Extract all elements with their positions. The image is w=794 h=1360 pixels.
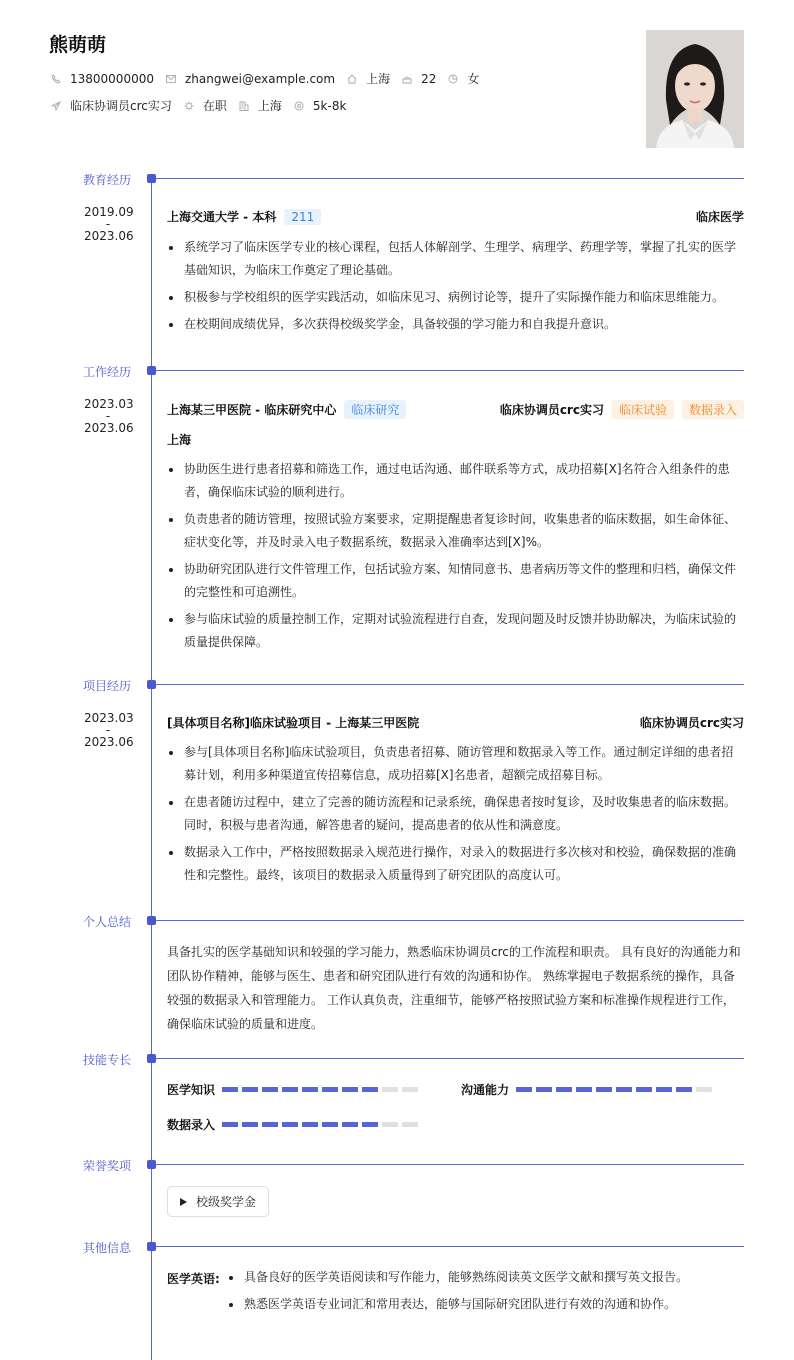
skill-segment <box>402 1087 418 1092</box>
project-end-date: 2023.06 <box>84 735 134 749</box>
skill-segment <box>556 1087 572 1092</box>
candidate-name: 熊萌萌 <box>49 34 107 56</box>
skill-segment <box>536 1087 552 1092</box>
section-title-education: 教育经历 <box>83 173 132 187</box>
section-divider <box>156 1164 744 1165</box>
skill-segment <box>576 1087 592 1092</box>
gender-icon <box>448 74 458 84</box>
section-divider <box>156 370 744 371</box>
intent-city-text: 上海 <box>257 99 282 113</box>
edu-bullets <box>167 236 744 340</box>
skill-level-bar <box>222 1122 422 1127</box>
skill-segment <box>322 1122 338 1127</box>
section-marker <box>147 174 156 183</box>
work-header <box>167 400 744 419</box>
gender-text: 女 <box>467 72 480 86</box>
skill-segment <box>402 1122 418 1127</box>
edu-header <box>167 208 744 225</box>
section-marker <box>147 1160 156 1169</box>
skill-segment <box>516 1087 532 1092</box>
skill-item <box>461 1081 716 1098</box>
other-bullets <box>227 1266 744 1320</box>
list-item: 在患者随访过程中，建立了完善的随访流程和记录系统，确保患者按时复诊，及时收集患者的临床数据。同时，积极与患者沟通，解答患者的疑问，提高患者的依从性和满意度。 <box>167 791 744 837</box>
list-item: 协助医生进行患者招募和筛选工作，通过电话沟通、邮件联系等方式，成功招募[X]名符合入组条件的患者，确保临床试验的顺利进行。 <box>167 458 744 504</box>
work-location-row <box>167 431 744 448</box>
list-item: 具备良好的医学英语阅读和写作能力，能够熟练阅读英文医学文献和撰写英文报告。 <box>227 1266 744 1289</box>
list-item: 参与临床试验的质量控制工作，定期对试验流程进行自查，发现问题及时反馈并协助解决，为临床试验的质量提供保障。 <box>167 608 744 654</box>
mail-icon <box>166 74 176 84</box>
skill-segment <box>656 1087 672 1092</box>
phone-icon <box>51 74 61 84</box>
skill-segment <box>342 1122 358 1127</box>
section-title-other: 其他信息 <box>83 1241 132 1255</box>
contact-row <box>51 70 491 87</box>
list-item: 协助研究团队进行文件管理工作，包括试验方案、知情同意书、患者病历等文件的整理和归档，确保文件的完整性和可追溯性。 <box>167 558 744 604</box>
section-divider <box>156 920 744 921</box>
status-icon <box>184 101 194 111</box>
edu-tag: 211 <box>284 209 321 225</box>
section-title-skills: 技能专长 <box>83 1053 132 1067</box>
salary-text: 5k-8k <box>312 98 347 113</box>
skill-item <box>167 1116 422 1133</box>
edu-major: 临床医学 <box>695 210 744 224</box>
skill-level-bar <box>222 1087 422 1092</box>
skill-segment <box>222 1087 238 1092</box>
skill-segment <box>696 1087 712 1092</box>
skill-segment <box>222 1122 238 1127</box>
list-item: 在校期间成绩优异，多次获得校级奖学金，具备较强的学习能力和自我提升意识。 <box>167 313 744 336</box>
section-marker <box>147 366 156 375</box>
work-company: 上海某三甲医院 - 临床研究中心 <box>167 403 337 417</box>
skill-name: 数据录入 <box>167 1118 216 1132</box>
skill-segment <box>322 1087 338 1092</box>
project-role: 临床协调员crc实习 <box>639 716 744 730</box>
skill-segment <box>342 1087 358 1092</box>
summary-text: 具备扎实的医学基础知识和较强的学习能力，熟悉临床协调员crc的工作流程和职责。 具有良好的沟通能力和团队协作精神，能够与医生、患者和研究团队进行有效的沟通和协作。 熟练掌握电子数据系统的操作，具备较强的数据录入和管理能力。 工作认真负责，注重细节，能够严格按照试验方案和标准操作规程进行工作，确保临床试验的质量和进度。 <box>167 945 741 1031</box>
section-title-honors: 荣誉奖项 <box>83 1159 132 1173</box>
skill-segment <box>596 1087 612 1092</box>
timeline-line <box>151 178 152 1360</box>
skill-item <box>167 1081 422 1098</box>
skill-segment <box>362 1122 378 1127</box>
work-role: 临床协调员crc实习 <box>499 403 604 417</box>
skill-name: 沟通能力 <box>461 1083 510 1097</box>
section-divider <box>156 1246 744 1247</box>
skill-segment <box>302 1087 318 1092</box>
age-text: 22 <box>421 71 437 86</box>
skill-segment <box>262 1122 278 1127</box>
skill-level-bar <box>516 1087 716 1092</box>
work-role-tag: 数据录入 <box>682 400 744 419</box>
phone-text: 13800000000 <box>70 71 154 86</box>
list-item: 参与[具体项目名称]临床试验项目，负责患者招募、随访管理和数据录入等工作。通过制定详细的患者招募计划，利用多种渠道宣传招募信息，成功招募[X]名患者，超额完成招募目标。 <box>167 741 744 787</box>
section-marker <box>147 680 156 689</box>
honor-label: 校级奖学金 <box>196 1195 257 1209</box>
project-bullets <box>167 741 744 891</box>
edu-date-dash: - <box>105 217 111 231</box>
salary-icon <box>294 101 304 111</box>
project-start-date: 2023.03 <box>84 711 134 725</box>
section-marker <box>147 916 156 925</box>
list-item: 负责患者的随访管理，按照试验方案要求，定期提醒患者复诊时间，收集患者的临床数据，如生命体征、症状变化等，并及时录入电子数据系统，数据录入准确率达到[X]%。 <box>167 508 744 554</box>
section-title-summary: 个人总结 <box>83 915 132 929</box>
project-name: [具体项目名称]临床试验项目 - 上海某三甲医院 <box>167 716 420 730</box>
section-marker <box>147 1054 156 1063</box>
play-triangle-icon <box>180 1198 187 1206</box>
list-item: 积极参与学校组织的医学实践活动，如临床见习、病例讨论等，提升了实际操作能力和临床思维能力。 <box>167 286 744 309</box>
email-text: zhangwei@example.com <box>184 71 336 86</box>
section-title-work: 工作经历 <box>83 365 132 379</box>
edu-start-date: 2019.09 <box>84 205 134 219</box>
age-icon <box>402 74 412 84</box>
status-text: 在职 <box>202 99 227 113</box>
section-marker <box>147 1242 156 1251</box>
skill-segment <box>242 1087 258 1092</box>
avatar-photo <box>646 30 744 148</box>
project-header <box>167 714 744 731</box>
skill-segment <box>242 1122 258 1127</box>
project-date-dash: - <box>105 723 111 737</box>
section-title-project: 项目经历 <box>83 679 132 693</box>
skill-segment <box>382 1087 398 1092</box>
list-item: 数据录入工作中，严格按照数据录入规范进行操作，对录入的数据进行多次核对和校验，确保数据的准确性和完整性。最终，该项目的数据录入质量得到了研究团队的高度认可。 <box>167 841 744 887</box>
other-label: 医学英语: <box>167 1272 220 1286</box>
list-item: 系统学习了临床医学专业的核心课程，包括人体解剖学、生理学、病理学、药理学等，掌握了扎实的医学基础知识，为临床工作奠定了理论基础。 <box>167 236 744 282</box>
honor-item[interactable] <box>167 1186 269 1217</box>
work-location: 上海 <box>167 433 192 447</box>
intent-row <box>51 97 358 114</box>
skill-segment <box>262 1087 278 1092</box>
city-text: 上海 <box>366 72 391 86</box>
work-date-dash: - <box>105 409 111 423</box>
edu-school: 上海交通大学 - 本科 <box>167 210 277 224</box>
send-icon <box>51 101 61 111</box>
skill-segment <box>382 1122 398 1127</box>
work-start-date: 2023.03 <box>84 397 134 411</box>
intent-job-text: 临床协调员crc实习 <box>70 99 172 113</box>
skill-segment <box>636 1087 652 1092</box>
section-divider <box>156 684 744 685</box>
section-divider <box>156 1058 744 1059</box>
section-divider <box>156 178 744 179</box>
building-icon <box>239 101 249 111</box>
work-tag: 临床研究 <box>344 400 406 419</box>
skill-segment <box>616 1087 632 1092</box>
skill-segment <box>282 1122 298 1127</box>
home-icon <box>347 74 357 84</box>
skill-segment <box>282 1087 298 1092</box>
list-item: 熟悉医学英语专业词汇和常用表达，能够与国际研究团队进行有效的沟通和协作。 <box>227 1293 744 1316</box>
work-end-date: 2023.06 <box>84 421 134 435</box>
work-role-tag: 临床试验 <box>612 400 674 419</box>
skill-segment <box>676 1087 692 1092</box>
work-bullets <box>167 458 744 658</box>
skill-segment <box>302 1122 318 1127</box>
skill-name: 医学知识 <box>167 1083 216 1097</box>
skill-segment <box>362 1087 378 1092</box>
edu-end-date: 2023.06 <box>84 229 134 243</box>
